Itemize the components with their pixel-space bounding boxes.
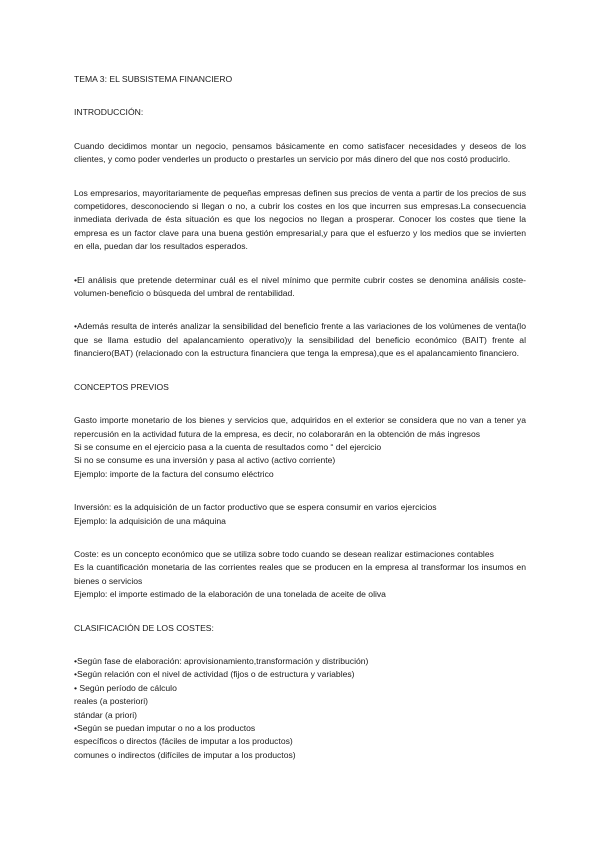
coste-definition: Coste: es un concepto económico que se utiliza sobre todo cuando se desean realizar estimaciones contables <box>74 548 494 559</box>
intro-heading: INTRODUCCIÓN: <box>74 107 144 118</box>
clasif-item-periodo: • Según período de cálculo <box>74 682 177 693</box>
bullet-paragraph-umbral: •El análisis que pretende determinar cuál es el nivel mínimo que permite cubrir costes se denomina análisis coste-volumen-beneficio o búsqueda del umbral de rentabilidad. <box>74 274 526 299</box>
previos-heading: CONCEPTOS PREVIOS <box>74 381 169 392</box>
document-title: TEMA 3: EL SUBSISTEMA FINANCIERO <box>74 74 233 84</box>
coste-example: Ejemplo: el importe estimado de la elaboración de una tonelada de aceite de oliva <box>74 589 386 600</box>
gasto-line-no-consume: Si no se consume es una inversión y pasa al activo (activo corriente) <box>74 455 336 466</box>
gasto-line-consume: Si se consume en el ejercicio pasa a la cuenta de resultados como “ del ejercicio <box>74 441 382 452</box>
coste-quantification: Es la cuantificación monetaria de las corrientes reales que se producen en la empresa al transformar los insumos en bienes o servicios <box>74 562 526 586</box>
clasif-subitem-reales: reales (a posteriori) <box>74 696 149 707</box>
clasif-item-actividad: •Según relación con el nivel de actividad (fijos o de estructura y variables) <box>74 669 355 680</box>
intro-paragraph-2: Los empresarios, mayoritariamente de pequeñas empresas definen sus precios de venta a partir de los precios de sus competidores, desconociendo si llegan o no, a cubrir los costes en los que incurren sus empresas.La consecuencia inmediata derivada de ésta situación es que los negocios no llegan a prosperar. Conocer los costes que tiene la empresa es un factor clave para una buena gestión empresarial,y para que el esfuerzo y los medios que se invierten en ella, puedan dar los resultados esperados. <box>74 187 526 252</box>
clasif-item-imputar: •Según se puedan imputar o no a los productos <box>74 723 256 733</box>
clasif-subitem-especificos: específicos o directos (fáciles de imputar a los productos) <box>74 736 293 747</box>
clasif-subitem-standar: stándar (a priori) <box>74 709 138 720</box>
bullet-paragraph-apalancamiento: •Además resulta de interés analizar la sensibilidad del beneficio frente a las variaciones de los volúmenes de venta(lo que se llama estudio del apalancamiento operativo)y la sensibilidad del beneficio económico (BAIT) frente al financiero(BAT) (relacionado con la estructura financiera que tenga la empresa),que es el apalancamiento financiero. <box>74 321 526 359</box>
intro-paragraph-1: Cuando decidimos montar un negocio, pensamos básicamente en como satisfacer necesidades y deseos de los clientes, y como poder venderles un producto o prestarles un servicio por más dinero del que nos costó producirlo. <box>74 140 526 165</box>
clasif-subitem-comunes: comunes o indirectos (difíciles de imputar a los productos) <box>74 749 296 760</box>
gasto-example: Ejemplo: importe de la factura del consumo eléctrico <box>74 468 274 479</box>
inversion-example: Ejemplo: la adquisición de una máquina <box>74 515 226 526</box>
inversion-definition: Inversión: es la adquisición de un factor productivo que se espera consumir en varios ejercicios <box>74 502 437 513</box>
clasif-heading: CLASIFICACIÓN DE LOS COSTES: <box>74 622 214 633</box>
clasif-item-fase: •Según fase de elaboración: aprovisionamiento,transformación y distribución) <box>74 655 369 666</box>
gasto-definition: Gasto importe monetario de los bienes y servicios que, adquiridos en el exterior se considera que no van a tener ya repercusión en la actividad futura de la empresa, es decir, no colaborarán en la obtención de más ingresos <box>74 415 526 439</box>
